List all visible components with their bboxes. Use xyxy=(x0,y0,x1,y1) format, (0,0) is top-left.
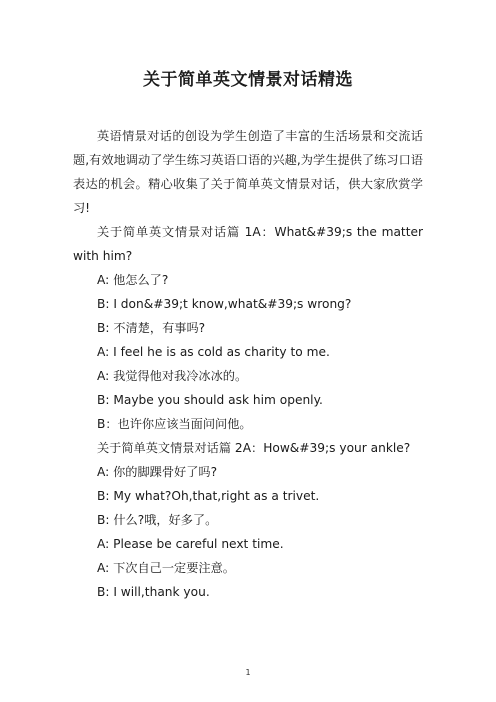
dialogue-line: B: My what?Oh,that,right as a trivet. xyxy=(97,489,320,503)
dialogue-line: B: Maybe you should ask him openly. xyxy=(97,393,323,407)
dialogue-line: A: 你的脚踝骨好了吗? xyxy=(97,465,218,479)
dialogue-line: A: I feel he is as cold as charity to me. xyxy=(97,345,330,359)
intro-paragraph: 英语情景对话的创设为学生创造了丰富的生活场景和交流话题,有效地调动了学生练习英语口语的兴趣,为学生提供了练习口语表达的机会。精心收集了关于简单英文情景对话，供大家欣赏学习! xyxy=(73,129,423,215)
dialogue-line: B: I will,thank you. xyxy=(97,585,210,599)
dialogue-heading-1: 关于简单英文情景对话篇 1A：What&#39;s the matter with him? xyxy=(73,225,423,263)
dialogue-line: B: 不清楚，有事吗? xyxy=(97,321,206,335)
document-title: 关于简单英文情景对话精选 xyxy=(143,70,353,90)
dialogue-line: B: 什么?哦，好多了。 xyxy=(97,513,218,527)
document-body xyxy=(73,124,423,604)
dialogue-heading-2: 关于简单英文情景对话篇 2A：How&#39;s your ankle? xyxy=(97,441,411,455)
page-number: 1 xyxy=(245,668,251,677)
dialogue-line: A: 他怎么了? xyxy=(97,273,169,287)
dialogue-line: B: I don&#39;t know,what&#39;s wrong? xyxy=(97,297,352,311)
dialogue-line: A: Please be careful next time. xyxy=(97,537,284,551)
dialogue-line: A: 下次自己一定要注意。 xyxy=(97,561,235,575)
dialogue-line: B：也许你应该当面问问他。 xyxy=(97,417,252,431)
dialogue-line: A: 我觉得他对我冷冰冰的。 xyxy=(97,369,248,383)
